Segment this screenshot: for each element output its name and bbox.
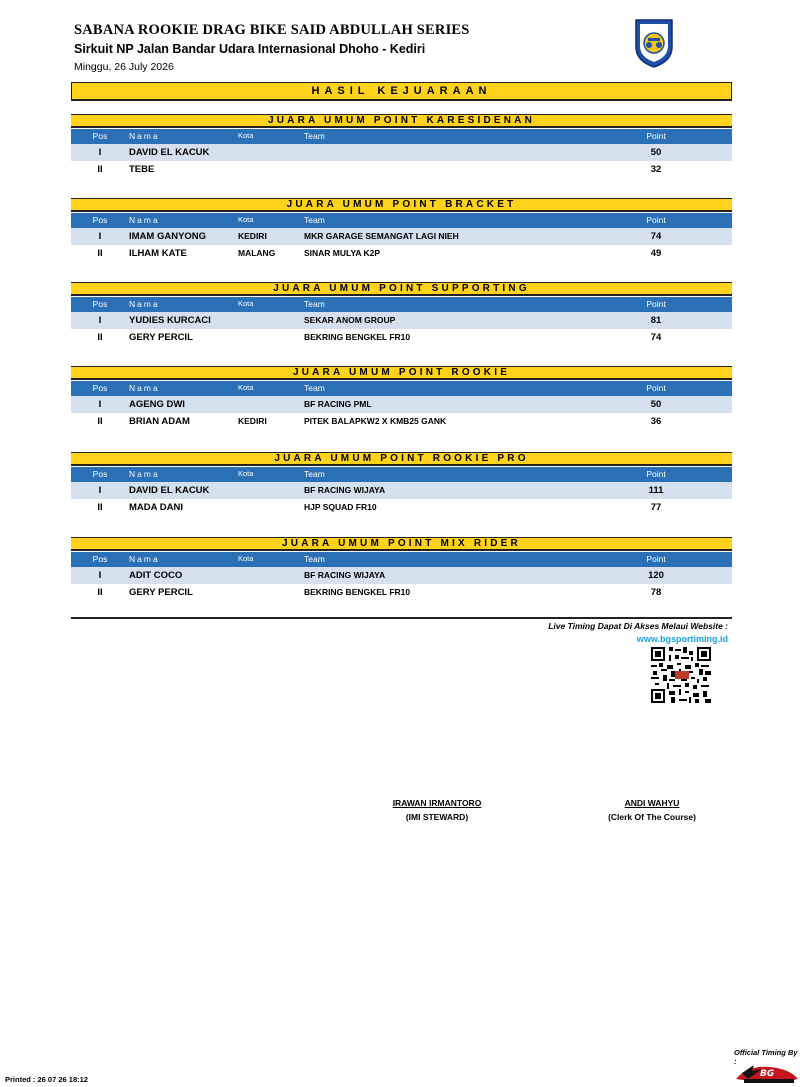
cell-point: 50 — [650, 399, 662, 410]
signature-steward — [385, 798, 489, 822]
section-title: JUARA UMUM POINT BRACKET — [71, 198, 732, 212]
live-timing-url[interactable]: www.bgsportiming.id — [636, 634, 728, 644]
column-header-pos: Pos — [92, 469, 108, 479]
cell-team: PITEK BALAPKW2 X KMB25 GANK — [304, 416, 447, 426]
column-header-pos: Pos — [92, 383, 108, 393]
cell-kota: KEDIRI — [238, 416, 267, 426]
live-timing-text: Live Timing Dapat Di Akses Melaui Website : — [548, 621, 728, 631]
table-header — [71, 381, 732, 396]
column-header-kota: Kota — [238, 299, 254, 308]
cell-pos: I — [98, 147, 102, 158]
cell-point: 36 — [650, 416, 662, 427]
column-header-point: Point — [646, 383, 666, 393]
table-row — [71, 499, 732, 516]
section-title: JUARA UMUM POINT ROOKIE PRO — [71, 452, 732, 466]
cell-point: 74 — [650, 332, 662, 343]
column-header-kota: Kota — [238, 469, 254, 478]
cell-point: 49 — [650, 248, 662, 259]
cell-point: 50 — [650, 147, 662, 158]
event-title: SABANA ROOKIE DRAG BIKE SAID ABDULLAH SERIES — [74, 22, 470, 38]
column-header-team: Team — [304, 299, 325, 309]
results-section — [71, 114, 732, 178]
cell-team: BEKRING BENGKEL FR10 — [304, 587, 411, 597]
event-date: Minggu, 26 July 2026 — [74, 61, 174, 73]
section-title: JUARA UMUM POINT KARESIDENAN — [71, 114, 732, 128]
table-header — [71, 213, 732, 228]
column-header-team: Team — [304, 215, 325, 225]
column-header-team: Team — [304, 383, 325, 393]
cell-nama: YUDIES KURCACI — [129, 315, 211, 326]
results-section — [71, 366, 732, 430]
cell-point: 81 — [650, 315, 662, 326]
column-header-pos: Pos — [92, 299, 108, 309]
cell-pos: II — [97, 164, 103, 175]
table-row — [71, 329, 732, 346]
table-row — [71, 161, 732, 178]
cell-pos: I — [98, 570, 102, 581]
steward-name: IRAWAN IRMANTORO — [392, 798, 482, 808]
column-header-point: Point — [646, 215, 666, 225]
column-header-nama: Nama — [129, 131, 160, 141]
table-row — [71, 413, 732, 430]
results-section — [71, 282, 732, 346]
results-banner: HASIL KEJUARAAN — [71, 82, 732, 101]
column-header-point: Point — [646, 554, 666, 564]
cell-team: HJP SQUAD FR10 — [304, 502, 377, 512]
cell-point: 74 — [650, 231, 662, 242]
table-row — [71, 567, 732, 584]
bottom-divider — [71, 617, 732, 619]
cell-team: MKR GARAGE SEMANGAT LAGI NIEH — [304, 231, 459, 241]
cell-pos: I — [98, 315, 102, 326]
column-header-team: Team — [304, 554, 325, 564]
table-row — [71, 396, 732, 413]
printed-timestamp: Printed : 26 07 26 18:12 — [5, 1075, 88, 1084]
column-header-team: Team — [304, 469, 325, 479]
column-header-nama: Nama — [129, 469, 160, 479]
column-header-team: Team — [304, 131, 325, 141]
results-section — [71, 452, 732, 516]
column-header-nama: Nama — [129, 299, 160, 309]
table-header — [71, 297, 732, 312]
cell-point: 120 — [648, 570, 664, 581]
cell-nama: TEBE — [129, 164, 155, 175]
cell-pos: II — [97, 502, 103, 513]
column-header-pos: Pos — [92, 131, 108, 141]
column-header-kota: Kota — [238, 554, 254, 563]
cell-team: SEKAR ANOM GROUP — [304, 315, 396, 325]
cell-pos: II — [97, 332, 103, 343]
cell-team: SINAR MULYA K2P — [304, 248, 381, 258]
column-header-point: Point — [646, 131, 666, 141]
cell-nama: ADIT COCO — [129, 570, 183, 581]
cell-pos: I — [98, 399, 102, 410]
cell-team: BF RACING PML — [304, 399, 372, 409]
cell-nama: GERY PERCIL — [129, 332, 193, 343]
cell-team: BEKRING BENGKEL FR10 — [304, 332, 411, 342]
table-header — [71, 467, 732, 482]
column-header-nama: Nama — [129, 554, 160, 564]
cell-nama: ILHAM KATE — [129, 248, 187, 259]
cell-pos: II — [97, 248, 103, 259]
column-header-point: Point — [646, 469, 666, 479]
cell-point: 32 — [650, 164, 662, 175]
column-header-pos: Pos — [92, 215, 108, 225]
cell-nama: BRIAN ADAM — [129, 416, 190, 427]
cell-nama: MADA DANI — [129, 502, 184, 513]
cell-pos: I — [98, 231, 102, 242]
table-row — [71, 482, 732, 499]
column-header-point: Point — [646, 299, 666, 309]
cell-nama: DAVID EL KACUK — [129, 147, 210, 158]
bg-sportiming-logo — [734, 1059, 800, 1085]
cell-pos: II — [97, 416, 103, 427]
cell-team: BF RACING WIJAYA — [304, 485, 386, 495]
cell-nama: AGENG DWI — [129, 399, 185, 410]
official-timing-label: Official Timing By : — [734, 1048, 798, 1066]
event-subtitle: Sirkuit NP Jalan Bandar Udara Internasional Dhoho - Kediri — [74, 42, 426, 56]
column-header-kota: Kota — [238, 383, 254, 392]
table-header — [71, 552, 732, 567]
table-row — [71, 228, 732, 245]
imi-logo — [632, 17, 676, 69]
cell-kota: MALANG — [238, 248, 276, 258]
section-title: JUARA UMUM POINT SUPPORTING — [71, 282, 732, 296]
column-header-kota: Kota — [238, 131, 254, 140]
table-row — [71, 144, 732, 161]
cell-pos: I — [98, 485, 102, 496]
cell-point: 111 — [648, 485, 664, 496]
signature-clerk — [597, 798, 707, 822]
results-section — [71, 198, 732, 262]
cell-team: BF RACING WIJAYA — [304, 570, 386, 580]
section-title: JUARA UMUM POINT ROOKIE — [71, 366, 732, 380]
column-header-kota: Kota — [238, 215, 254, 224]
table-row — [71, 312, 732, 329]
cell-point: 77 — [650, 502, 662, 513]
table-header — [71, 129, 732, 144]
steward-role: (IMI STEWARD) — [405, 812, 469, 822]
clerk-role: (Clerk Of The Course) — [608, 812, 696, 822]
cell-kota: KEDIRI — [238, 231, 267, 241]
column-header-nama: Nama — [129, 383, 160, 393]
clerk-name: ANDI WAHYU — [624, 798, 680, 808]
cell-nama: DAVID EL KACUK — [129, 485, 210, 496]
table-row — [71, 245, 732, 262]
column-header-pos: Pos — [92, 554, 108, 564]
section-title: JUARA UMUM POINT MIX RIDER — [71, 537, 732, 551]
cell-nama: IMAM GANYONG — [129, 231, 207, 242]
svg-text:BG: BG — [760, 1069, 775, 1079]
column-header-nama: Nama — [129, 215, 160, 225]
table-row — [71, 584, 732, 601]
cell-nama: GERY PERCIL — [129, 587, 193, 598]
cell-point: 78 — [650, 587, 662, 598]
qr-code — [651, 647, 711, 703]
results-section — [71, 537, 732, 601]
cell-pos: II — [97, 587, 103, 598]
